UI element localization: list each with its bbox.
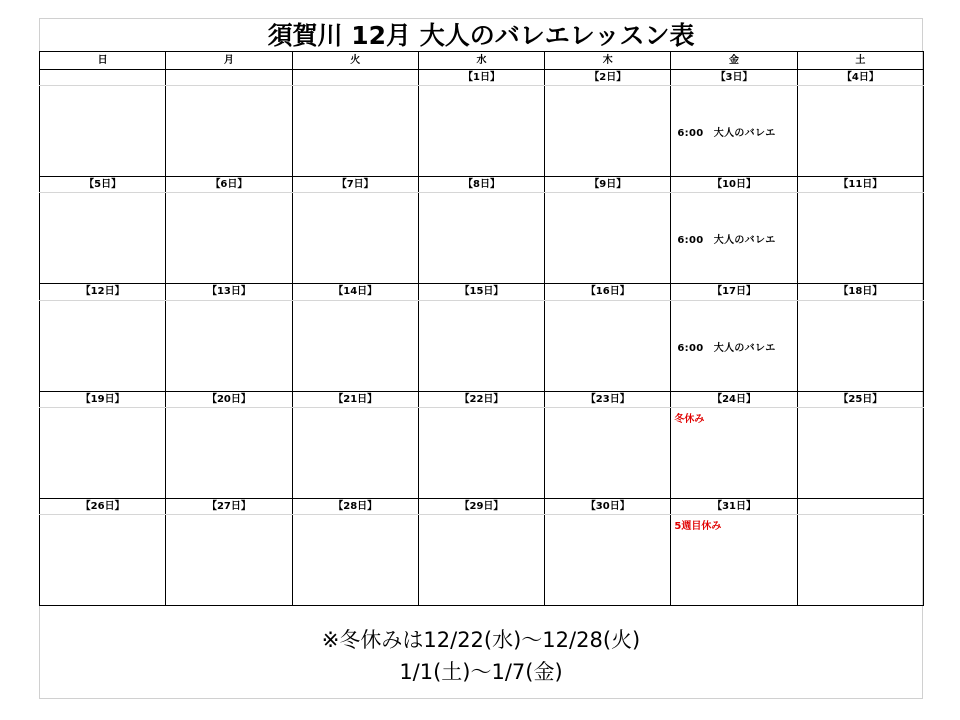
day-date-label: 【30日】: [545, 498, 671, 514]
weekday-thu: 木: [545, 52, 671, 70]
day-date-label: 【17日】: [671, 284, 797, 300]
holiday-note: 冬休み: [674, 413, 705, 425]
day-date-label: 【2日】: [545, 70, 671, 86]
day-cell: [671, 193, 797, 284]
schedule-row: [40, 86, 924, 177]
footer-line-1: ※冬休みは12/22(水)～12/28(火): [321, 628, 641, 652]
schedule-row: [40, 514, 924, 605]
day-cell: [292, 514, 418, 605]
day-date-label: 【13日】: [166, 284, 292, 300]
day-date-label: 【8日】: [418, 177, 544, 193]
weekday-fri: 金: [671, 52, 797, 70]
day-date-label: 【31日】: [671, 498, 797, 514]
day-date-label: 【20日】: [166, 391, 292, 407]
day-cell: [671, 300, 797, 391]
day-date-label: 【28日】: [292, 498, 418, 514]
day-cell: [545, 514, 671, 605]
date-row: [40, 177, 924, 193]
day-date-label: 【25日】: [797, 391, 923, 407]
weekday-header-row: [40, 52, 924, 70]
day-date-label: 【19日】: [40, 391, 166, 407]
day-cell: [40, 86, 166, 177]
day-date-label: 【24日】: [671, 391, 797, 407]
day-cell: [40, 300, 166, 391]
day-date-label: 【21日】: [292, 391, 418, 407]
day-date-label: [797, 498, 923, 514]
day-date-label: 【11日】: [797, 177, 923, 193]
day-cell: [797, 407, 923, 498]
day-date-label: 【1日】: [418, 70, 544, 86]
day-cell: [166, 514, 292, 605]
weekday-mon: 月: [166, 52, 292, 70]
schedule-row: [40, 193, 924, 284]
day-date-label: 【22日】: [418, 391, 544, 407]
footer-notice: [39, 624, 923, 688]
day-date-label: 【12日】: [40, 284, 166, 300]
day-date-label: 【16日】: [545, 284, 671, 300]
day-cell: [671, 407, 797, 498]
schedule-row: [40, 407, 924, 498]
day-cell: [545, 300, 671, 391]
day-cell: [797, 514, 923, 605]
lesson-entry: 6:00 大人のバレエ: [677, 235, 776, 247]
day-cell: [418, 514, 544, 605]
day-cell: [418, 300, 544, 391]
holiday-note: 5週目休み: [674, 520, 722, 532]
day-cell: [292, 86, 418, 177]
date-row: [40, 498, 924, 514]
day-cell: [40, 193, 166, 284]
day-cell: [166, 86, 292, 177]
day-cell: [797, 193, 923, 284]
day-cell: [545, 86, 671, 177]
day-date-label: [166, 70, 292, 86]
day-date-label: 【26日】: [40, 498, 166, 514]
weekday-tue: 火: [292, 52, 418, 70]
calendar-grid: [39, 51, 924, 606]
day-date-label: [292, 70, 418, 86]
day-cell: [166, 300, 292, 391]
day-date-label: 【27日】: [166, 498, 292, 514]
date-row: [40, 70, 924, 86]
day-cell: [671, 514, 797, 605]
footer-line-2: 1/1(土)～1/7(金): [399, 660, 563, 684]
day-date-label: 【14日】: [292, 284, 418, 300]
weekday-sat: 土: [797, 52, 923, 70]
day-cell: [166, 407, 292, 498]
day-cell: [671, 86, 797, 177]
weekday-wed: 水: [418, 52, 544, 70]
day-date-label: 【23日】: [545, 391, 671, 407]
day-date-label: 【3日】: [671, 70, 797, 86]
weekday-sun: 日: [40, 52, 166, 70]
day-cell: [40, 407, 166, 498]
day-cell: [797, 86, 923, 177]
day-date-label: 【4日】: [797, 70, 923, 86]
page-title: 須賀川 12月 大人のバレエレッスン表: [267, 21, 695, 50]
day-cell: [40, 514, 166, 605]
day-cell: [418, 193, 544, 284]
day-date-label: 【10日】: [671, 177, 797, 193]
day-date-label: 【18日】: [797, 284, 923, 300]
day-cell: [292, 300, 418, 391]
day-date-label: 【9日】: [545, 177, 671, 193]
date-row: [40, 391, 924, 407]
day-cell: [545, 193, 671, 284]
day-cell: [292, 407, 418, 498]
lesson-entry: 6:00 大人のバレエ: [677, 342, 776, 354]
day-cell: [545, 407, 671, 498]
day-date-label: 【6日】: [166, 177, 292, 193]
day-date-label: 【29日】: [418, 498, 544, 514]
day-cell: [292, 193, 418, 284]
day-date-label: 【7日】: [292, 177, 418, 193]
schedule-row: [40, 300, 924, 391]
date-row: [40, 284, 924, 300]
day-cell: [166, 193, 292, 284]
day-cell: [797, 300, 923, 391]
day-cell: [418, 407, 544, 498]
day-cell: [418, 86, 544, 177]
day-date-label: [40, 70, 166, 86]
lesson-entry: 6:00 大人のバレエ: [677, 128, 776, 140]
day-date-label: 【15日】: [418, 284, 544, 300]
day-date-label: 【5日】: [40, 177, 166, 193]
